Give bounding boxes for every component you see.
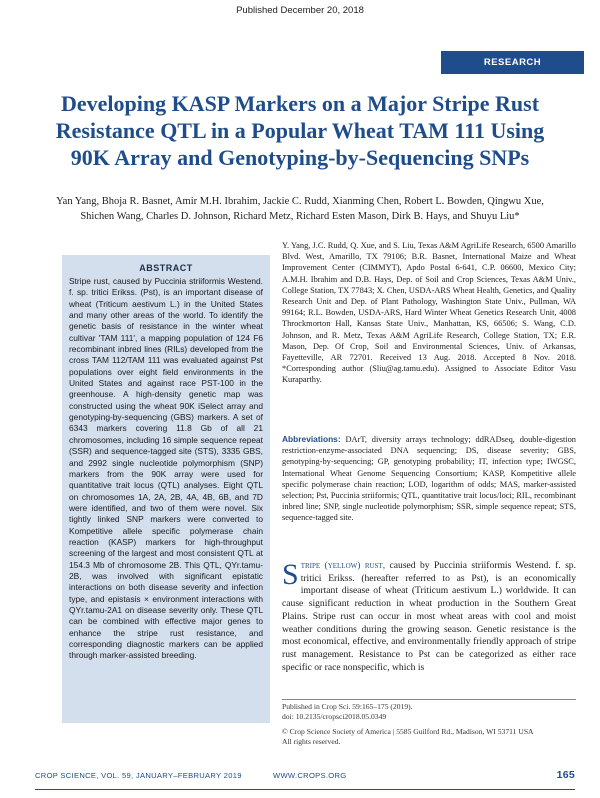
abbreviations-label: Abbreviations: — [282, 434, 341, 444]
abstract-box — [62, 255, 270, 723]
page-number: 165 — [556, 769, 575, 781]
footer-journal-info: CROP SCIENCE, VOL. 59, JANUARY–FEBRUARY 2019 — [35, 771, 242, 780]
lead-in-smallcaps: tripe (yellow) rust, — [300, 560, 386, 571]
publication-info — [282, 702, 576, 721]
abstract-heading: ABSTRACT — [139, 263, 193, 273]
abbreviations-block — [282, 434, 576, 524]
abbreviations-text: DArT, diversity arrays technology; ddRADseq, double-digestion restriction-enzyme-associated DNA sequencing; DS, disease severity; GBS, genotyping-by-sequencing; GP, genotyping probability; IT, infection type; IWGSC, International Wheat Genome Sequencing Consortium; KASP, Kompetitive allele specific polymerase chain reaction; LOD, logarithm of odds; MAS, marker-assisted selection; Pst, Puccinia striiformis; QTL, quantitative trait locus/loci; RIL, recombinant inbred line; SNP, single nucleotide polymorphism; SSR, simple sequence repeat; STS, sequence-tagged site. — [282, 435, 576, 523]
published-in-line: Published in Crop Sci. 59:165–175 (2019). — [282, 702, 413, 711]
footer-rule — [35, 789, 575, 790]
footer-website-link[interactable]: WWW.CROPS.ORG — [273, 771, 347, 780]
author-affiliations: Y. Yang, J.C. Rudd, Q. Xue, and S. Liu, Texas A&M AgriLife Research, 6500 Amarillo Blvd. West, Amarillo, TX 79106; B.R. Basnet, International Maize and Wheat Improvement Center (CIMMYT), Apdo Postal 6-641, C.P. 06600, Mexico City; A.M.H. Ibrahim and D.B. Hays, Dep. of Soil and Crop Sciences, Texas A&M Univ., College Station, TX 77843; X. Chen, USDA-ARS Wheat Health, Genetics, and Quality Research Unit and Dep. of Plant Pathology, Washington State Univ., Pullman, WA 99164; R.L. Bowden, USDA-ARS, Hard Winter Wheat Genetics Research Unit, 4008 Throckmorton Hall, Kansas State Univ., Manhattan, KS, 66506; S. Wang, C.D. Johnson, and R. Metz, Texas A&M AgriLife Research, College Station, TX; E.R. Mason, Dep. Of Crop, Soil and Environmental Sciences, Univ. of Arkansas, Fayetteville, AR 72701. Received 13 Aug. 2018. Accepted 8 Nov. 2018. *Corresponding author (Sliu@ag.tamu.edu). Assigned to Associate Editor Vasu Kuraparthy. — [282, 241, 576, 385]
introduction-text: caused by Puccinia striiformis Westend. f. sp. tritici Erikss. (hereafter referred to as Pst), is an economically important disease of wheat (Triticum aestivum L.) worldwide. It can cause significant reduction in wheat production in the Southern Great Plains. Stripe rust can occur in most wheat areas with cool and moist weather conditions during the growing season. Genetic resistance is the most economical, effective, and environmentally friendly approach of stripe rust management. Resistance to Pst can be categorized as either race specific or race nonspecific, which is — [282, 560, 577, 673]
page-footer — [35, 771, 575, 785]
article-title: Developing KASP Markers on a Major Stripe Rust Resistance QTL in a Popular Wheat TAM 111 Using 90K Array and Genotyping-by-Sequencing SNPs — [55, 91, 545, 170]
section-tag: RESEARCH — [441, 51, 584, 74]
author-list: Yan Yang, Bhoja R. Basnet, Amir M.H. Ibrahim, Jackie C. Rudd, Xianming Chen, Robert L. Bowden, Qingwu Xue, Shichen Wang, Charles D. Johnson, Richard Metz, Richard Esten Mason, Dirk B. Hays, and Shuyu Liu* — [56, 196, 544, 222]
published-date-note: Published December 20, 2018 — [236, 5, 364, 16]
doi-line[interactable]: doi: 10.2135/cropsci2018.05.0349 — [282, 711, 387, 721]
abstract-text: Stripe rust, caused by Puccinia striiformis Westend. f. sp. tritici Erikss. (Pst), is an important disease of wheat (Triticum aestivum L.) in the United States and many other areas of the world. To identify the genetic basis of resistance in the winter wheat cultivar 'TAM 111', a mapping population of 124 F6 recombinant inbred lines (RILs) developed from the cross TAM 112/TAM 111 was evaluated against Pst populations over eight field environments in the United States and against race PST-100 in the greenhouse. A high-density genetic map was constructed using the wheat 90K iSelect array and genotyping-by-sequencing (GBS) markers. A set of 6343 markers covering 11.8 Gb of all 21 chromosomes, including 16 simple sequence repeat (SSR) and sequence-tagged site (STS), 3335 GBS, and 2992 single nucleotide polymorphism (SNP) markers from the 90K array were used for quantitative trait locus (QTL) analyses. Eight QTL on chromosomes 1A, 2A, 2B, 4A, 4B, 6B, and 7D were identified, and two of them were novel. Six tightly linked SNP markers were converted to Kompetitive allele specific polymerase chain reaction (KASP) markers for high-throughput screening of the largest and most consistent QTL at 154.3 Mb of chromosome 2B. This QTL, QYr.tamu-2B, was involved with significant epistatic interactions on both disease severity and infection type, and epistasis × environment interactions with QYr.tamu-2A1 on disease severity only. These QTL can be combined with effective major genes to enhance the stripe rust resistance, and corresponding diagnostic markers can be applied through marker-assisted breeding. — [69, 276, 263, 661]
introduction-paragraph — [282, 560, 576, 674]
footnote-divider — [282, 699, 576, 700]
rights-line: All rights reserved. — [282, 736, 341, 746]
copyright-notice — [282, 727, 576, 746]
drop-cap: S — [282, 558, 299, 591]
copyright-line: © Crop Science Society of America | 5585 Guilford Rd., Madison, WI 53711 USA — [282, 727, 534, 736]
